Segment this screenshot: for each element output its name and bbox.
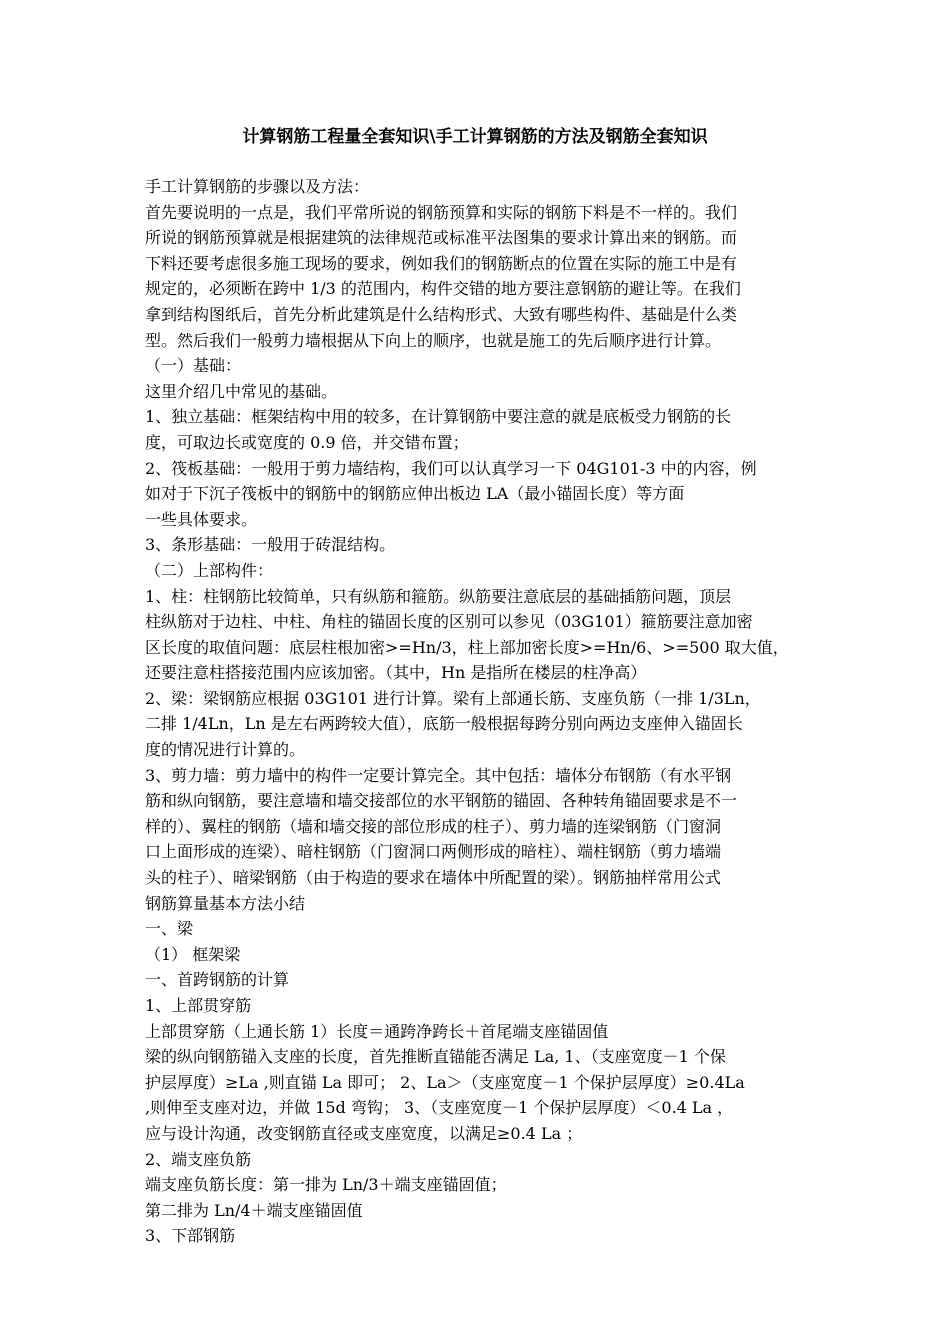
body-line: 1、柱：柱钢筋比较简单，只有纵筋和箍筋。纵筋要注意底层的基础插筋问题，顶层 bbox=[145, 586, 732, 606]
body-line: 二排 1/4Ln，Ln 是左右两跨较大值），底筋一般根据每跨分别向两边支座伸入锚固长 bbox=[145, 714, 743, 734]
body-line: 还要注意柱搭接范围内应该加密。（其中，Hn 是指所在楼层的柱净高） bbox=[145, 663, 647, 683]
body-line: 首先要说明的一点是，我们平常所说的钢筋预算和实际的钢筋下料是不一样的。我们 bbox=[145, 202, 738, 222]
body-line: 第二排为 Ln/4＋端支座锚固值 bbox=[145, 1200, 363, 1220]
body-line: （1） 框架梁 bbox=[145, 944, 241, 964]
body-line: 度，可取边长或宽度的 0.9 倍，并交错布置； bbox=[145, 432, 469, 452]
body-line: 1、上部贯穿筋 bbox=[145, 996, 252, 1015]
body-line: 拿到结构图纸后，首先分析此建筑是什么结构形式、大致有哪些构件、基础是什么类 bbox=[145, 304, 738, 324]
body-line: ,则伸至支座对边，并做 15d 弯钩； 3、（支座宽度－1 个保护层厚度）＜0.4 La ， bbox=[145, 1098, 734, 1118]
body-line: 筋和纵向钢筋，要注意墙和墙交接部位的水平钢筋的锚固、各种转角锚固要求是不一 bbox=[145, 791, 738, 811]
body-line: 手工计算钢筋的步骤以及方法： bbox=[145, 177, 370, 196]
body-line: 度的情况进行计算的。 bbox=[145, 740, 306, 760]
body-line: 样的）、翼柱的钢筋（墙和墙交接的部位形成的柱子）、剪力墙的连梁钢筋（门窗洞 bbox=[145, 816, 722, 836]
body-line: 如对于下沉子筏板中的钢筋中的钢筋应伸出板边 LA（最小锚固长度）等方面 bbox=[145, 484, 685, 504]
document-body bbox=[145, 174, 865, 1249]
body-line: 一、梁 bbox=[145, 919, 194, 939]
body-line: 规定的，必须断在跨中 1/3 的范围内，构件交错的地方要注意钢筋的避让等。在我们 bbox=[145, 279, 741, 299]
body-line: 所说的钢筋预算就是根据建筑的法律规范或标准平法图集的要求计算出来的钢筋。而 bbox=[145, 228, 738, 248]
body-line: 1、独立基础：框架结构中用的较多，在计算钢筋中要注意的就是底板受力钢筋的长 bbox=[145, 407, 732, 427]
body-line: 上部贯穿筋（上通长筋 1）长度＝通跨净跨长＋首尾端支座锚固值 bbox=[145, 1021, 609, 1041]
body-line: 2、筏板基础：一般用于剪力墙结构，我们可以认真学习一下 04G101-3 中的内容，例 bbox=[145, 458, 757, 478]
body-line: 下料还要考虑很多施工现场的要求，例如我们的钢筋断点的位置在实际的施工中是有 bbox=[145, 253, 738, 273]
body-line: 2、梁：梁钢筋应根据 03G101 进行计算。梁有上部通长筋、支座负筋（一排 1/3Ln， bbox=[145, 688, 761, 708]
body-line: 口上面形成的连梁）、暗柱钢筋（门窗洞口两侧形成的暗柱）、端柱钢筋（剪力墙端 bbox=[145, 842, 722, 862]
body-line: 3、下部钢筋 bbox=[145, 1226, 236, 1246]
document-title: 计算钢筋工程量全套知识\手工计算钢筋的方法及钢筋全套知识 bbox=[242, 127, 708, 147]
body-line: 应与设计沟通，改变钢筋直径或支座宽度，以满足≥0.4 La ； bbox=[145, 1123, 583, 1143]
body-line: 端支座负筋长度：第一排为 Ln/3＋端支座锚固值； bbox=[145, 1175, 507, 1195]
body-line: 型。然后我们一般剪力墙根据从下向上的顺序，也就是施工的先后顺序进行计算。 bbox=[145, 330, 722, 350]
body-line: 3、条形基础：一般用于砖混结构。 bbox=[145, 535, 396, 555]
body-line: （一）基础： bbox=[145, 356, 242, 376]
body-line: 柱纵筋对于边柱、中柱、角柱的锚固长度的区别可以参见（03G101）箍筋要注意加密 bbox=[145, 612, 753, 632]
body-line: 3、剪力墙：剪力墙中的构件一定要计算完全。其中包括：墙体分布钢筋（有水平钢 bbox=[145, 765, 732, 785]
body-line: 2、端支座负筋 bbox=[145, 1149, 252, 1169]
body-line: 梁的纵向钢筋锚入支座的长度，首先推断直锚能否满足 La, 1、（支座宽度－1 个保 bbox=[145, 1047, 726, 1067]
body-line: 护层厚度）≥La ,则直锚 La 即可； 2、La＞（支座宽度－1 个保护层厚度）≥0.4La bbox=[145, 1072, 745, 1092]
body-line: 一、首跨钢筋的计算 bbox=[145, 970, 290, 990]
body-line: 一些具体要求。 bbox=[145, 509, 258, 529]
body-line: 头的柱子）、暗梁钢筋（由于构造的要求在墙体中所配置的梁）。钢筋抽样常用公式 bbox=[145, 868, 722, 888]
body-line: 钢筋算量基本方法小结 bbox=[145, 893, 306, 913]
body-line: 这里介绍几中常见的基础。 bbox=[145, 381, 338, 401]
body-line: （二）上部构件： bbox=[145, 560, 274, 580]
body-line: 区长度的取值问题：底层柱根加密>=Hn/3，柱上部加密长度>=Hn/6、>=500 取大值， bbox=[145, 637, 789, 657]
